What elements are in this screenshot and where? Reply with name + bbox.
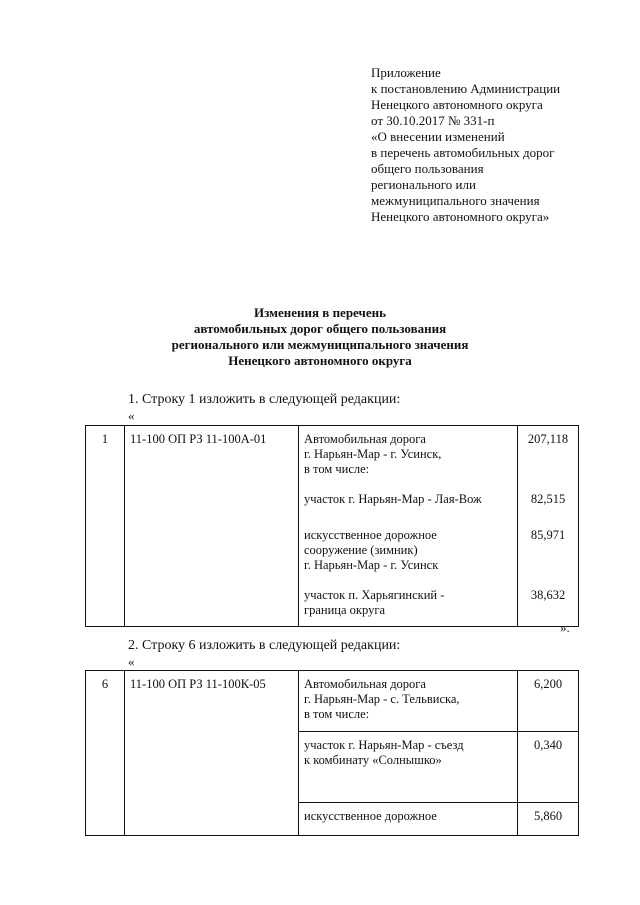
section-1-table — [85, 425, 579, 627]
title-line: автомобильных дорог общего пользования — [193, 321, 447, 336]
road-length: 5,860 — [518, 803, 579, 836]
annex-line: общего пользования — [371, 161, 484, 176]
section-2-open-quote: « — [128, 654, 135, 669]
section-1-open-quote: « — [128, 408, 135, 423]
annex-line: «О внесении изменений — [371, 129, 505, 144]
annex-line: Ненецкого автономного округа» — [371, 209, 550, 224]
road-description: Автомобильная дорога г. Нарьян-Мар - с. Тельвиска, в том числе: — [299, 671, 518, 732]
road-length: 85,971 — [518, 522, 579, 582]
row-number: 6 — [86, 671, 125, 836]
annex-line: от 30.10.2017 № 331-п — [371, 113, 495, 128]
road-description: участок г. Нарьян-Мар - Лая-Вож — [299, 486, 518, 522]
section-1-close-quote: ». — [560, 620, 570, 635]
table-row — [86, 426, 579, 487]
annex-line: регионального или — [371, 177, 476, 192]
annex-line: Ненецкого автономного округа — [371, 97, 543, 112]
section-1-label: 1. Строку 1 изложить в следующей редакции: — [128, 392, 401, 407]
road-length: 0,340 — [518, 732, 579, 803]
annex-line: к постановлению Администрации — [371, 81, 561, 96]
annex-line: в перечень автомобильных дорог — [371, 145, 555, 160]
road-description: искусственное дорожное сооружение (зимник) г. Нарьян-Мар - г. Усинск — [299, 522, 518, 582]
road-description: Автомобильная дорога г. Нарьян-Мар - г. Усинск, в том числе: — [299, 426, 518, 487]
title-line: регионального или межмуниципального значения — [171, 337, 469, 352]
road-length: 82,515 — [518, 486, 579, 522]
title-line: Ненецкого автономного округа — [228, 353, 412, 368]
section-2-label: 2. Строку 6 изложить в следующей редакции: — [128, 638, 401, 653]
table-row — [86, 671, 579, 732]
document-title — [100, 305, 540, 369]
road-code: 11-100 ОП РЗ 11-100А-01 — [125, 426, 299, 627]
road-description: искусственное дорожное — [299, 803, 518, 836]
row-number: 1 — [86, 426, 125, 627]
road-length: 38,632 — [518, 582, 579, 627]
road-description: участок г. Нарьян-Мар - съезд к комбинату «Солнышко» — [299, 732, 518, 803]
section-2-table — [85, 670, 579, 836]
title-line: Изменения в перечень — [254, 305, 386, 320]
annex-line: Приложение — [371, 65, 441, 80]
road-length: 207,118 — [518, 426, 579, 487]
road-code: 11-100 ОП РЗ 11-100К-05 — [125, 671, 299, 836]
road-description: участок п. Харьягинский - граница округа — [299, 582, 518, 627]
road-length: 6,200 — [518, 671, 579, 732]
annex-header — [371, 65, 633, 225]
annex-line: межмуниципального значения — [371, 193, 540, 208]
